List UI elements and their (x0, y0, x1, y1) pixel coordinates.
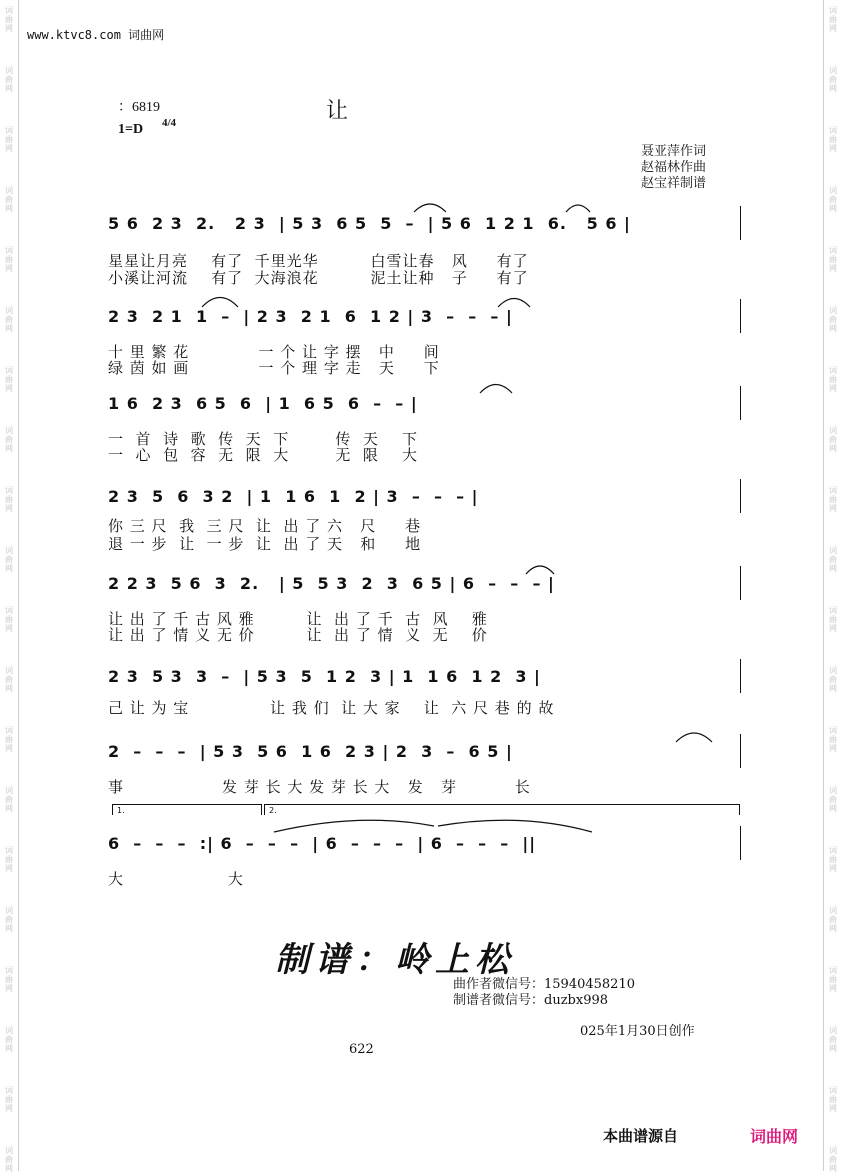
watermark-mark: 词曲网 (5, 786, 13, 813)
watermark-mark: 词曲网 (829, 1146, 837, 1173)
lyric-verse-1: 己 让 为 宝 让 我 们 让 大 家 让 六 尺 巷 的 故 (108, 699, 555, 717)
watermark-mark: 词曲网 (829, 66, 837, 93)
slur (526, 566, 554, 574)
watermark-mark: 词曲网 (5, 666, 13, 693)
key-signature: 1=D (118, 122, 144, 137)
song-number: ：6819 (118, 100, 160, 115)
watermark-mark: 词曲网 (5, 1146, 13, 1173)
watermark-mark: 词曲网 (829, 906, 837, 933)
watermark-mark: 词曲网 (5, 1026, 13, 1053)
watermark-mark: 词曲网 (5, 126, 13, 153)
lyric-verse-1: 星星让月亮 有了 千里光华 白雪让春 风 有了 (108, 252, 529, 270)
page-number: 622 (349, 1042, 374, 1057)
watermark-mark: 词曲网 (829, 306, 837, 333)
watermark-mark: 词曲网 (5, 66, 13, 93)
lyric-verse-2: 一 心 包 容 无 限 大 无 限 大 (108, 446, 418, 464)
watermark-mark: 词曲网 (5, 186, 13, 213)
watermark-mark: 词曲网 (5, 726, 13, 753)
watermark-mark: 词曲网 (829, 726, 837, 753)
watermark-mark: 词曲网 (5, 6, 13, 33)
watermark-mark: 词曲网 (829, 666, 837, 693)
second-ending-bracket: 2. (264, 804, 740, 815)
watermark-mark: 词曲网 (829, 246, 837, 273)
watermark-mark: 词曲网 (5, 306, 13, 333)
creation-date: 025年1月30日创作 (580, 1024, 695, 1039)
watermark-mark: 词曲网 (5, 966, 13, 993)
watermark-mark: 词曲网 (5, 846, 13, 873)
watermark-mark: 词曲网 (829, 606, 837, 633)
tie (438, 820, 592, 832)
lyric-verse-1: 事 发 芽 长 大 发 芽 长 大 发 芽 长 (108, 778, 531, 796)
lyric-verse-2: 退 一 步 让 一 步 让 出 了 天 和 地 (108, 535, 422, 553)
footer-source-label: 本曲谱源自 (603, 1127, 679, 1145)
slur (414, 204, 446, 212)
contact-info (453, 977, 635, 1009)
lyric-verse-2: 小溪让河流 有了 大海浪花 泥土让种 子 有了 (108, 269, 529, 287)
arranger-credit: 赵宝祥制谱 (641, 176, 707, 191)
watermark-mark: 词曲网 (5, 606, 13, 633)
watermark-mark: 词曲网 (829, 366, 837, 393)
arranger-signature: 制谱：岭上松 (275, 940, 515, 980)
watermark-mark: 词曲网 (829, 546, 837, 573)
watermark-mark: 词曲网 (5, 426, 13, 453)
notes-line: 2 2 3 5 6 3 2. | 5 5 3 2 3 6 5 | 6 – – – | (108, 574, 555, 593)
notes-line: 5 6 2 3 2. 2 3 | 5 3 6 5 5 – | 5 6 1 2 1 6. 5 6 | (108, 214, 631, 233)
watermark-mark: 词曲网 (5, 486, 13, 513)
arranger-wechat: 制谱者微信号：duzbx998 (453, 993, 609, 1008)
first-ending-bracket: 1. (112, 804, 262, 815)
watermark-mark: 词曲网 (829, 186, 837, 213)
watermark-mark: 词曲网 (5, 906, 13, 933)
lyricist-credit: 聂亚萍作词 (641, 144, 707, 159)
lyric-verse-1: 让 出 了 千 古 风 雅 让 出 了 千 古 风 雅 (108, 610, 488, 628)
slur (498, 299, 530, 308)
watermark-mark: 词曲网 (829, 126, 837, 153)
time-signature: 4/4 (162, 117, 177, 129)
slur (566, 205, 590, 212)
watermark-mark: 词曲网 (5, 366, 13, 393)
watermark-mark: 词曲网 (829, 6, 837, 33)
notes-line: 2 3 5 3 3 – | 5 3 5 1 2 3 | 1 1 6 1 2 3 | (108, 667, 541, 686)
watermark-mark: 词曲网 (829, 786, 837, 813)
watermark-mark: 词曲网 (829, 426, 837, 453)
watermark-mark: 词曲网 (829, 966, 837, 993)
notes-line: 2 3 5 6 3 2 | 1 1 6 1 2 | 3 – – – | (108, 487, 479, 506)
lyric-verse-2: 让 出 了 情 义 无 价 让 出 了 情 义 无 价 (108, 626, 488, 644)
notes-line: 2 3 2 1 1 – | 2 3 2 1 6 1 2 | 3 – – – | (108, 307, 513, 326)
site-header: www.ktvc8.com 词曲网 (27, 28, 165, 42)
lyric-verse-1: 大 大 (108, 870, 244, 888)
lyric-verse-2: 绿 茵 如 画 一 个 理 字 走 天 下 (108, 359, 440, 377)
footer-logo[interactable]: 词曲网 (750, 1127, 799, 1146)
watermark-mark: 词曲网 (5, 1086, 13, 1113)
watermark-mark: 词曲网 (829, 486, 837, 513)
lyric-verse-1: 你 三 尺 我 三 尺 让 出 了 六 尺 巷 (108, 517, 422, 535)
slur (676, 733, 712, 742)
notes-line: 6 – – – :| 6 – – – | 6 – – – | 6 – – – || (108, 834, 537, 853)
notes-line: 1 6 2 3 6 5 6 | 1 6 5 6 – – | (108, 394, 418, 413)
slur (480, 385, 512, 394)
notes-line: 2 – – – | 5 3 5 6 1 6 2 3 | 2 3 – 6 5 | (108, 742, 513, 761)
lyric-verse-1: 一 首 诗 歌 传 天 下 传 天 下 (108, 430, 418, 448)
watermark-mark: 词曲网 (5, 546, 13, 573)
composer-credit: 赵福林作曲 (641, 160, 707, 175)
watermark-mark: 词曲网 (829, 1026, 837, 1053)
song-title: 让 (326, 99, 349, 124)
slur (202, 298, 238, 308)
watermark-mark: 词曲网 (5, 246, 13, 273)
lyric-verse-1: 十 里 繁 花 一 个 让 字 摆 中 间 (108, 343, 440, 361)
watermark-mark: 词曲网 (829, 846, 837, 873)
watermark-mark: 词曲网 (829, 1086, 837, 1113)
composer-wechat: 曲作者微信号：15940458210 (453, 977, 635, 992)
tie (274, 820, 434, 832)
